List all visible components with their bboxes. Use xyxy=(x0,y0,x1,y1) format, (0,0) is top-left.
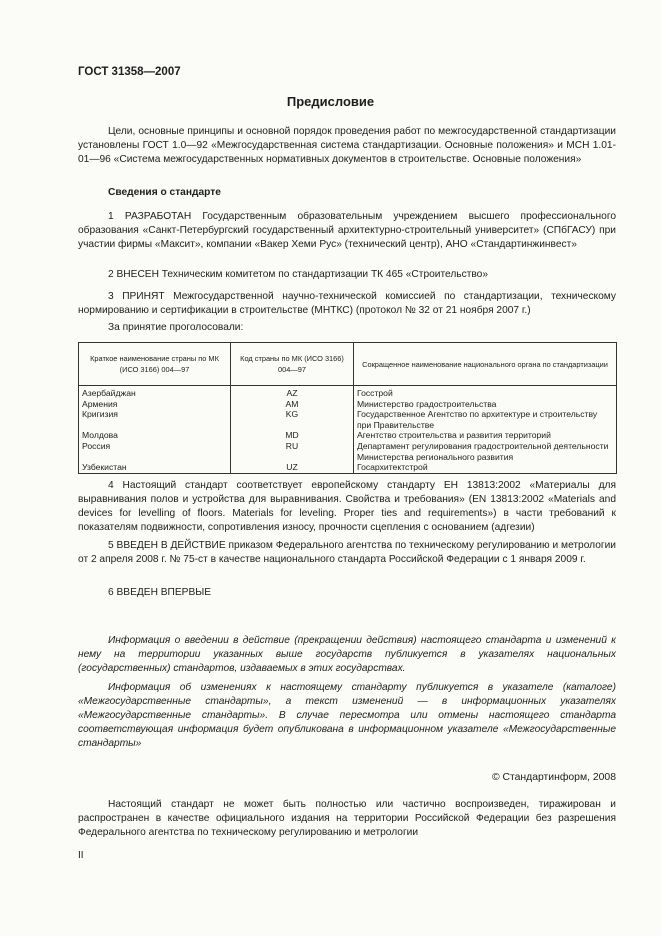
table-row xyxy=(79,441,617,462)
code-cell: MD xyxy=(231,430,354,441)
standard-code-header: ГОСТ 31358—2007 xyxy=(78,66,181,78)
reproduction-notice: Настоящий стандарт не может быть полностью или частично воспроизведен, тиражирован и распространен в качестве официального издания на территории Российской Федерации без разрешения Федерального агентства по техническому регулированию и метрологии xyxy=(78,799,616,838)
table-row xyxy=(79,386,617,399)
body-cell: Министерство градостроительства xyxy=(354,399,617,410)
info-notice-changes: Информация об изменениях к настоящему стандарту публикуется в указателе (каталоге) «Межгосударственные стандарты», а текст изменений — в информационных указателях «Межгосударственные стандарты». В случае пересмотра или отмены настоящего стандарта соответствующая информация будет опубликована в информационном указателе «Межгосударственные стандарты» xyxy=(78,682,616,749)
info-notice-introduction: Информация о введении в действие (прекращении действия) настоящего стандарта и изменений к нему на территории указанных выше государств публикуется в указателях национальных (государственных) стандартов, издаваемых в этих государствах. xyxy=(78,635,616,674)
copyright: © Стандартинформ, 2008 xyxy=(491,772,616,783)
header-body: Сокращенное наименование национального органа по стандартизации xyxy=(354,343,617,386)
country-cell: Узбекистан xyxy=(79,462,231,473)
table-row xyxy=(79,399,617,410)
code-cell: AM xyxy=(231,399,354,410)
item-4-conformity: 4 Настоящий стандарт соответствует европейскому стандарту ЕН 13813:2002 «Материалы для выравнивания полов и устройства для выравнивания. Свойства и требования» (EN 13813:2002 «Materials and devices for levelling of floors. Materials for leveling. Proper ties and requirements») в части требований к показателям подвижности, сопротивления износу, прочности сцепления с основанием (адгезии) xyxy=(78,480,616,533)
page-title: Предисловие xyxy=(286,94,375,109)
page-number: II xyxy=(78,850,84,861)
item-1-developed: 1 РАЗРАБОТАН Государственным образовательным учреждением высшего профессионального образования «Санкт-Петербургский государственный архитектурно-строительный университет» (СПбГАСУ) при участии фирмы «Максит», компании «Вакер Хеми Рус» (технический центр), АНО «Стандартинжинвест» xyxy=(78,211,616,250)
table-header-row xyxy=(79,343,617,386)
country-cell: Молдова xyxy=(79,430,231,441)
code-cell: KG xyxy=(231,409,354,430)
header-code: Код страны по МК (ИСО 3166) 004—97 xyxy=(231,343,354,386)
info-heading: Сведения о стандарте xyxy=(108,187,221,198)
voting-countries-table xyxy=(78,342,617,474)
country-cell: Армения xyxy=(79,399,231,410)
item-6-first-time: 6 ВВЕДЕН ВПЕРВЫЕ xyxy=(108,587,212,598)
table-row xyxy=(79,430,617,441)
code-cell: UZ xyxy=(231,462,354,473)
item-5-effective: 5 ВВЕДЕН В ДЕЙСТВИЕ приказом Федерального агентства по техническому регулированию и метрологии от 2 апреля 2008 г. № 75-ст в качестве национального стандарта Российской Федерации с 1 января 2009 г. xyxy=(78,540,616,565)
voted-label: За принятие проголосовали: xyxy=(108,322,244,333)
country-cell: Россия xyxy=(79,441,231,462)
body-cell: Департамент регулирования градостроительной деятельности Министерства регионального развития xyxy=(354,441,617,462)
country-cell: Азербайджан xyxy=(79,386,231,399)
country-cell: Кригизия xyxy=(79,409,231,430)
item-2-introduced: 2 ВНЕСЕН Техническим комитетом по стандартизации ТК 465 «Строительство» xyxy=(108,269,488,280)
header-country: Краткое наименование страны по МК (ИСО 3166) 004—97 xyxy=(79,343,231,386)
item-3-adopted: 3 ПРИНЯТ Межгосударственной научно-технической комиссией по стандартизации, техническому нормированию и сертификации в строительстве (МНТКС) (протокол № 32 от 21 ноября 2007 г.) xyxy=(78,291,616,316)
table-row xyxy=(79,409,617,430)
body-cell: Госстрой xyxy=(354,386,617,399)
code-cell: AZ xyxy=(231,386,354,399)
body-cell: Госархитектстрой xyxy=(354,462,617,473)
intro-paragraph: Цели, основные принципы и основной порядок проведения работ по межгосударственной стандартизации установлены ГОСТ 1.0—92 «Межгосударственная система стандартизации. Основные положения» и МСН 1.01-01—96 «Система межгосударственных нормативных документов в строительстве. Основные положения» xyxy=(78,126,616,165)
code-cell: RU xyxy=(231,441,354,462)
body-cell: Агентство строительства и развития территорий xyxy=(354,430,617,441)
table-row xyxy=(79,462,617,473)
body-cell: Государственное Агентство по архитектуре и строительству при Правительстве xyxy=(354,409,617,430)
